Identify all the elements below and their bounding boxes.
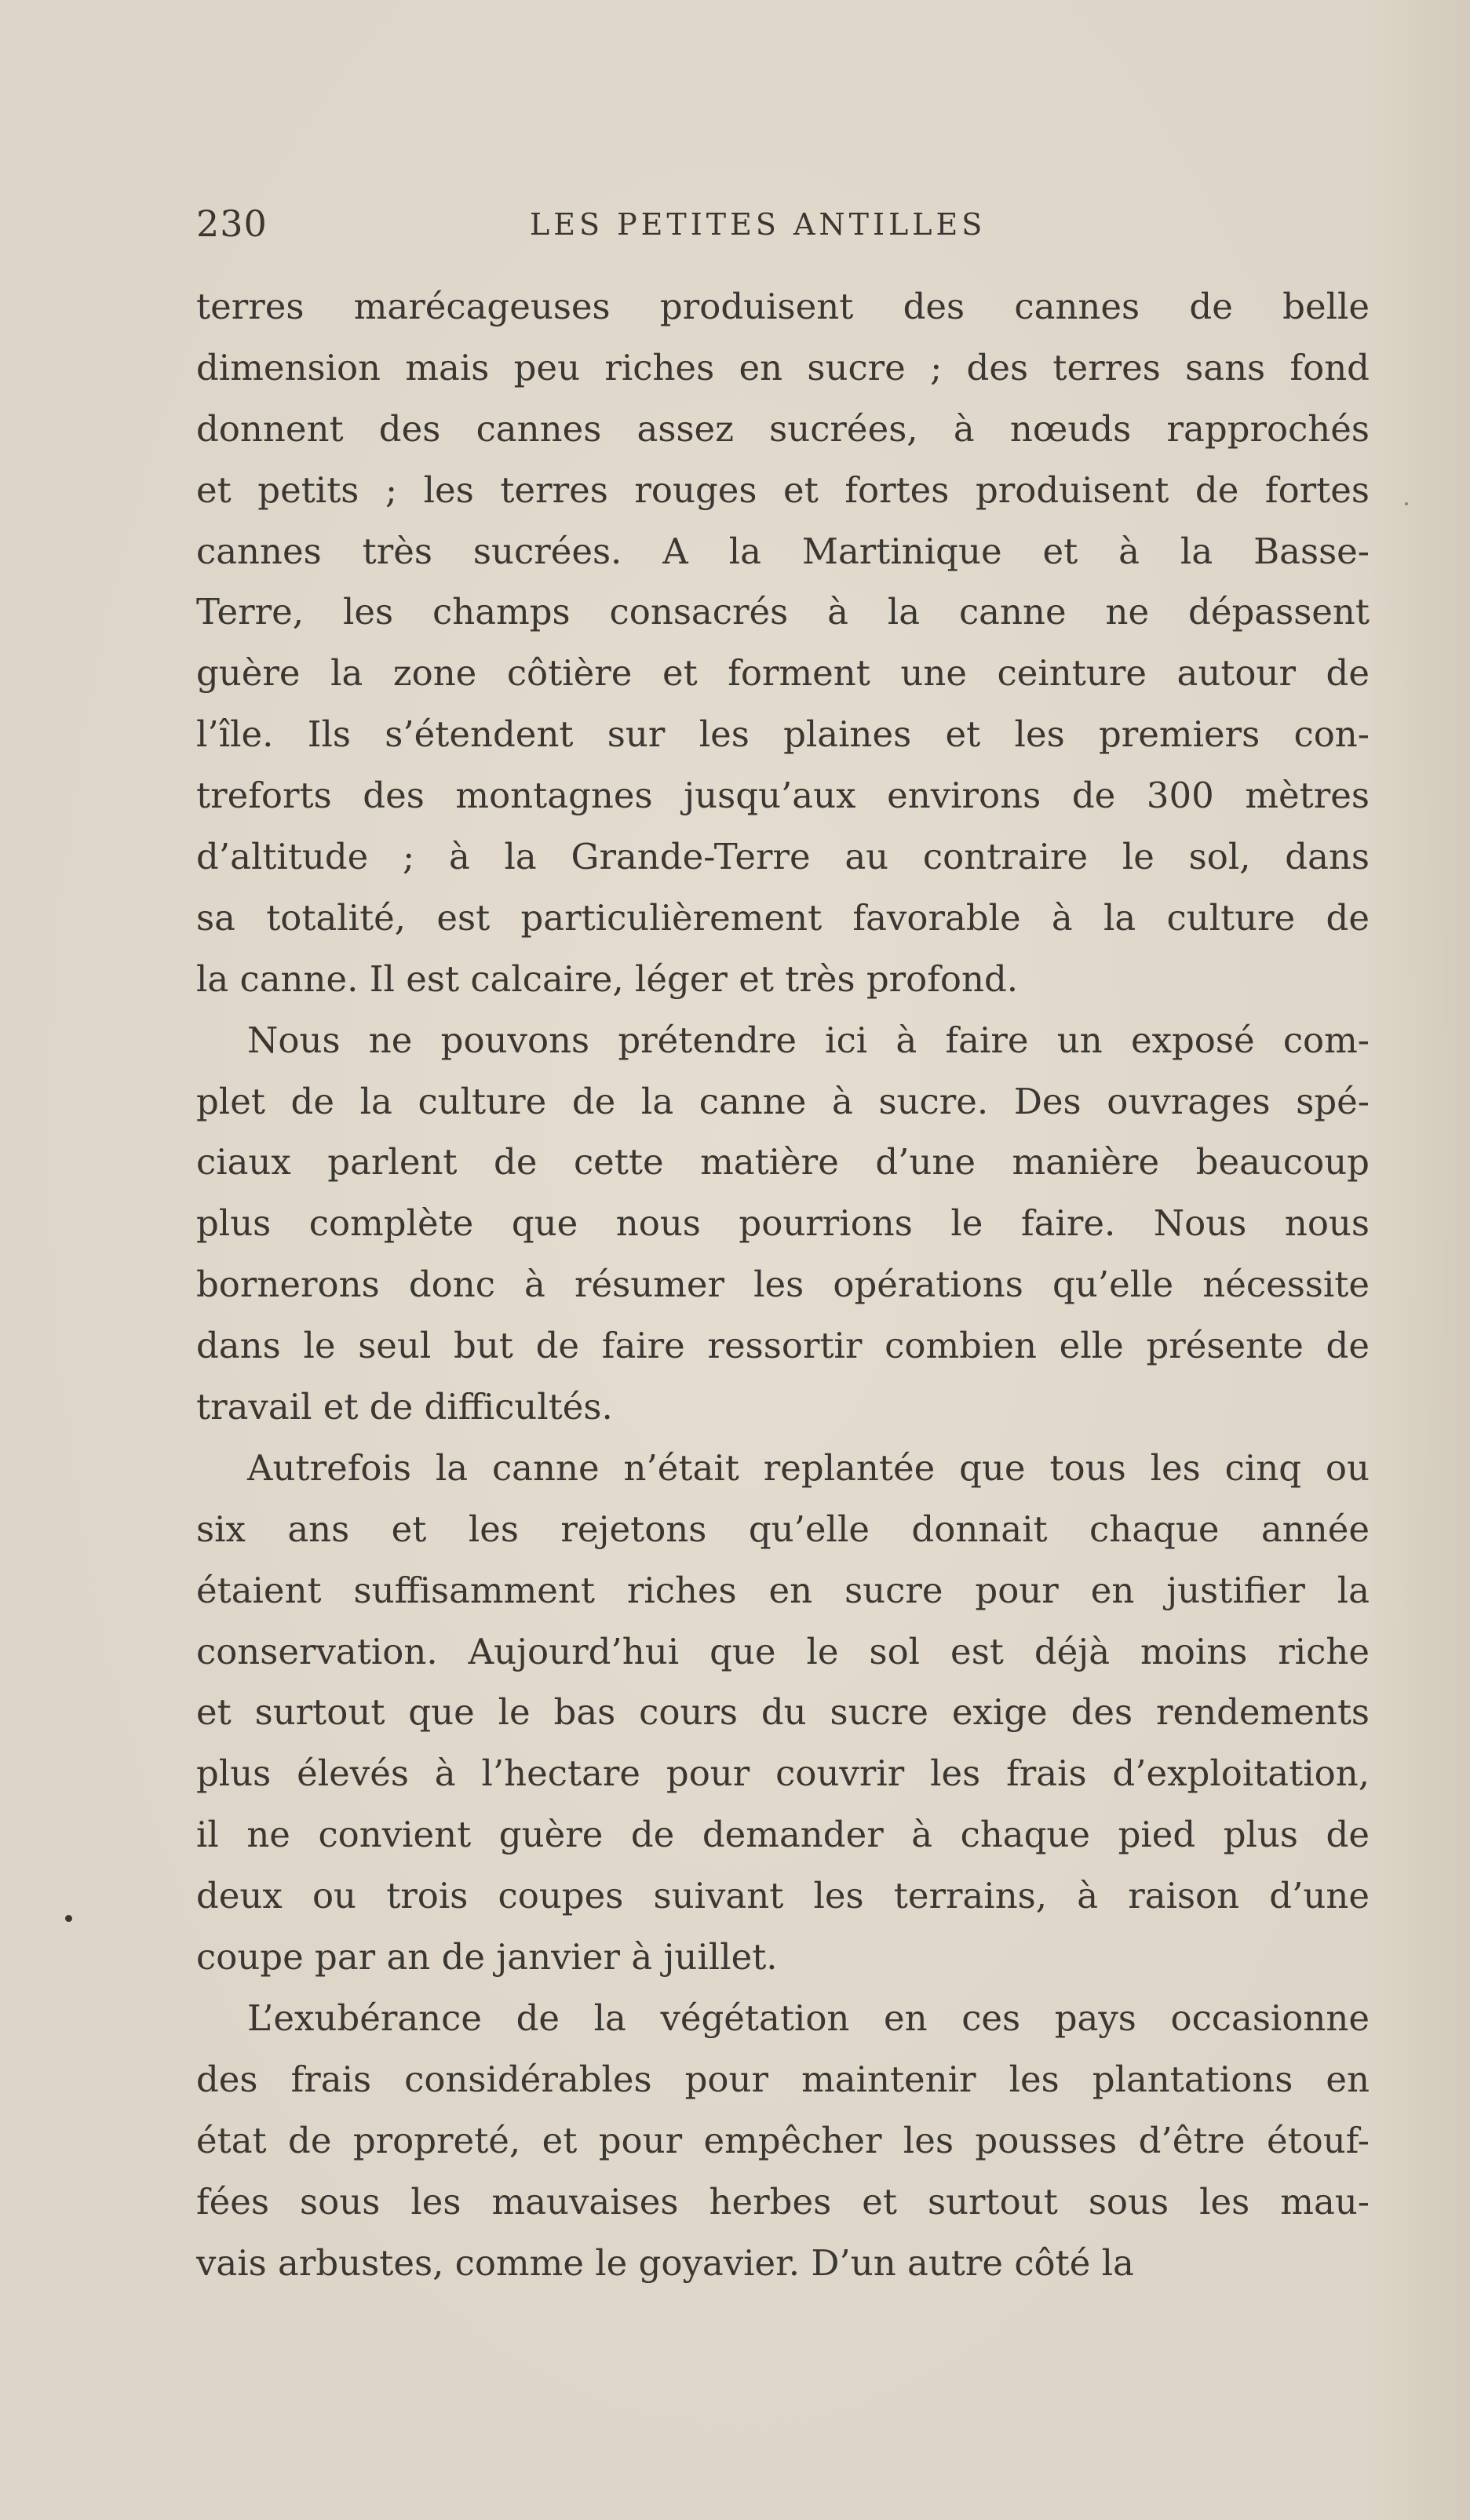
running-title: LES PETITES ANTILLES	[530, 207, 987, 242]
text-line: plet de la culture de la canne à sucre. Des ouvrages spé-	[196, 1080, 1370, 1122]
text-line: six ans et les rejetons qu’elle donnait chaque année	[196, 1508, 1370, 1550]
text-line: la canne. Il est calcaire, léger et très profond.	[196, 957, 1019, 1000]
text-line: plus complète que nous pourrions le faire. Nous nous	[196, 1202, 1370, 1245]
text-line: guère la zone côtière et forment une ceinture autour de	[196, 652, 1370, 695]
paragraph	[196, 276, 1370, 1010]
text-line: dimension mais peu riches en sucre ; des terres sans fond	[196, 346, 1370, 388]
text-line: et surtout que le bas cours du sucre exige des rendements	[196, 1691, 1370, 1734]
text-line: ciaux parlent de cette matière d’une manière beaucoup	[196, 1141, 1370, 1183]
text-line: donnent des cannes assez sucrées, à nœuds rapprochés	[196, 407, 1370, 450]
text-line: dans le seul but de faire ressortir combien elle présente de	[196, 1325, 1370, 1367]
text-line: terres marécageuses produisent des cannes de belle	[196, 286, 1370, 327]
text-line: vais arbustes, comme le goyavier. D’un autre côté la	[196, 2241, 1134, 2284]
text-line: des frais considérables pour maintenir les plantations en	[196, 2058, 1370, 2100]
page-number: 230	[196, 202, 268, 245]
paragraph	[196, 1438, 1370, 1988]
text-line: d’altitude ; à la Grande-Terre au contraire le sol, dans	[196, 836, 1370, 878]
paragraph	[196, 1010, 1370, 1438]
text-line: travail et de difficultés.	[196, 1386, 613, 1428]
text-line: treforts des montagnes jusqu’aux environs de 300 mètres	[196, 775, 1370, 817]
text-line: étaient suffisamment riches en sucre pour en justifier la	[196, 1569, 1370, 1611]
text-line: conservation. Aujourd’hui que le sol est déjà moins riche	[196, 1630, 1370, 1672]
text-line: et petits ; les terres rouges et fortes produisent de fortes	[196, 469, 1370, 511]
text-line: plus élevés à l’hectare pour couvrir les frais d’exploitation,	[196, 1752, 1370, 1795]
ink-speck	[65, 1915, 72, 1922]
text-line: fées sous les mauvaises herbes et surtout sous les mau-	[196, 2180, 1370, 2223]
text-line: L’exubérance de la végétation en ces pays occasionne	[247, 1997, 1370, 2039]
running-head	[196, 202, 1370, 250]
text-line: l’île. Ils s’étendent sur les plaines et les premiers con-	[196, 713, 1370, 756]
text-line: Nous ne pouvons prétendre ici à faire un exposé com-	[247, 1019, 1370, 1061]
text-line: Terre, les champs consacrés à la canne ne dépassent	[196, 591, 1370, 633]
text-line: bornerons donc à résumer les opérations qu’elle nécessite	[196, 1264, 1370, 1306]
text-line: Autrefois la canne n’était replantée que tous les cinq ou	[247, 1446, 1370, 1489]
text-line: sa totalité, est particulièrement favorable à la culture de	[196, 896, 1370, 939]
ink-speck	[1405, 502, 1408, 505]
text-line: cannes très sucrées. A la Martinique et à la Basse-	[196, 530, 1370, 572]
text-line: coupe par an de janvier à juillet.	[196, 1936, 778, 1978]
paragraph	[196, 1988, 1370, 2293]
text-line: deux ou trois coupes suivant les terrains, à raison d’une	[196, 1875, 1370, 1917]
body-text	[196, 276, 1370, 2293]
text-line: état de propreté, et pour empêcher les pousses d’être étouf-	[196, 2119, 1370, 2161]
text-line: il ne convient guère de demander à chaque pied plus de	[196, 1814, 1370, 1856]
